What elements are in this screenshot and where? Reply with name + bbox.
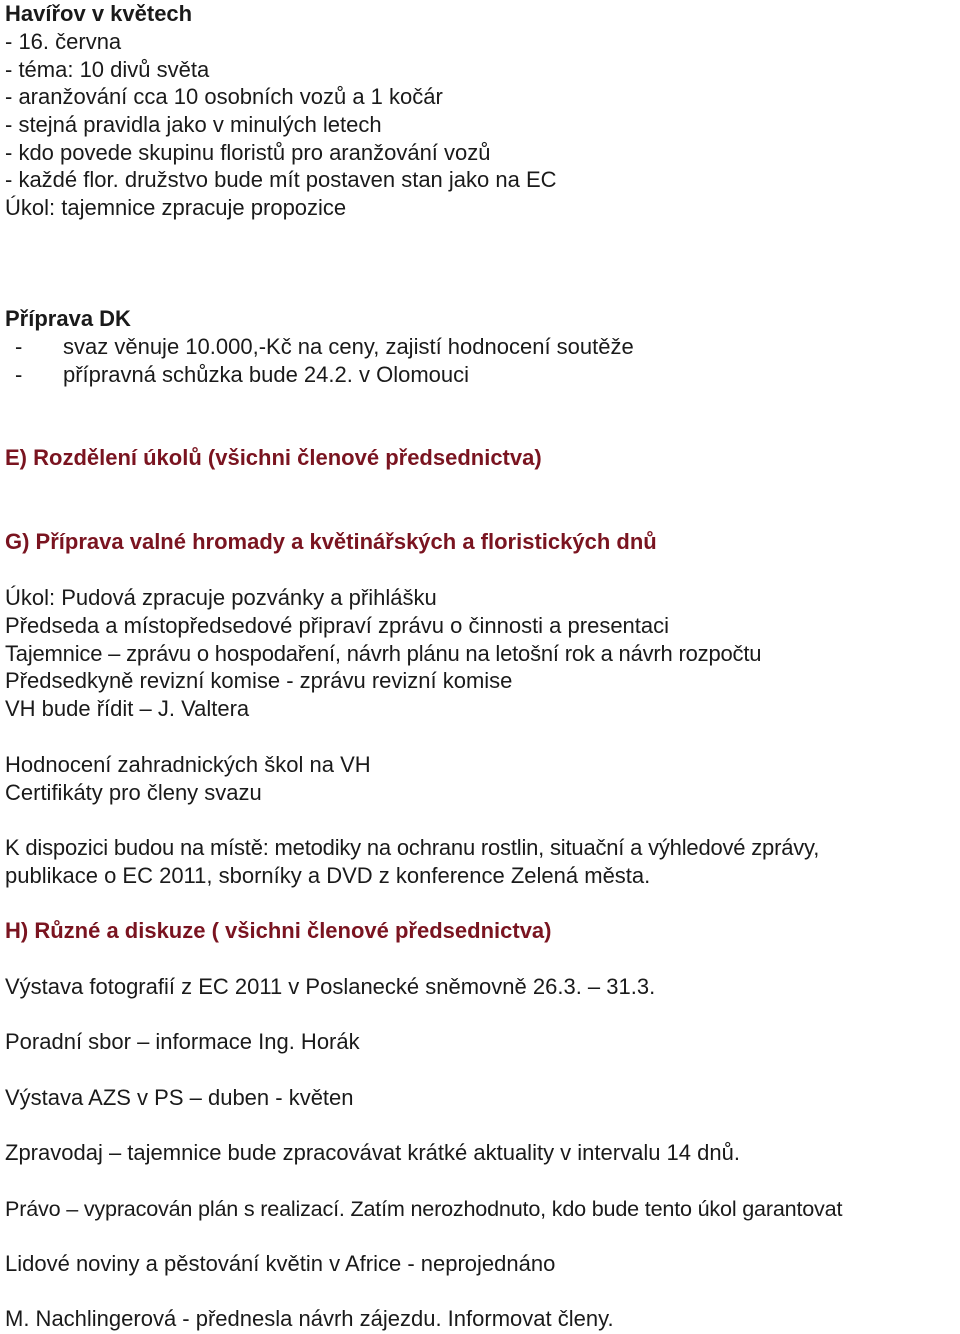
havirov-item: - kdo povede skupinu floristů pro aranžování vozů [5,140,491,165]
section-g-line: Předseda a místopředsedové připraví zprávu o činnosti a presentaci [5,613,670,638]
section-h-item: Právo – vypracován plán s realizací. Zatím nerozhodnuto, kdo bude tento úkol garantovat [5,1196,843,1221]
section-h-heading: H) Různé a diskuze ( všichni členové předsednictva) [5,918,552,943]
section-h-item: Poradní sbor – informace Ing. Horák [5,1029,360,1054]
section-g-heading: G) Příprava valné hromady a květinářských a floristických dnů [5,529,657,554]
dk-item-text: přípravná schůzka bude 24.2. v Olomouci [63,362,470,387]
section-h-item: Výstava AZS v PS – duben - květen [5,1085,354,1110]
havirov-item: - každé flor. družstvo bude mít postaven stan jako na EC [5,167,557,192]
section-e-heading: E) Rozdělení úkolů (všichni členové předsednictva) [5,445,542,470]
section-h-item: Výstava fotografií z EC 2011 v Poslanecké sněmovně 26.3. – 31.3. [5,974,656,999]
havirov-task: Úkol: tajemnice zpracuje propozice [5,195,347,220]
section-g-line: Předsedkyně revizní komise - zprávu revizní komise [5,668,513,693]
section-g-line: Hodnocení zahradnických škol na VH [5,752,371,777]
havirov-item: - téma: 10 divů světa [5,57,210,82]
section-g-line: VH bude řídit – J. Valtera [5,696,250,721]
section-g-line: K dispozici budou na místě: metodiky na ochranu rostlin, situační a výhledové zprávy, [5,835,820,860]
section-g-line: publikace o EC 2011, sborníky a DVD z konference Zelená města. [5,863,651,888]
dk-item-dash: - [15,334,23,359]
section-g-line: Tajemnice – zprávu o hospodaření, návrh plánu na letošní rok a návrh rozpočtu [5,641,762,666]
havirov-item: - aranžování cca 10 osobních vozů a 1 kočár [5,84,443,109]
section-h-item: Lidové noviny a pěstování květin v Africe - neprojednáno [5,1251,556,1276]
dk-item [15,361,469,388]
section-g-line: Úkol: Pudová zpracuje pozvánky a přihlášku [5,585,437,610]
dk-item-text: svaz věnuje 10.000,-Kč na ceny, zajistí hodnocení soutěže [63,334,634,359]
dk-item-dash: - [15,362,23,387]
havirov-title: Havířov v květech [5,1,193,26]
section-h-item: Zpravodaj – tajemnice bude zpracovávat krátké aktuality v intervalu 14 dnů. [5,1140,740,1165]
havirov-item: - stejná pravidla jako v minulých letech [5,112,382,137]
havirov-item: - 16. června [5,29,122,54]
dk-item [15,333,634,360]
dk-title: Příprava DK [5,306,131,331]
section-h-item: M. Nachlingerová - přednesla návrh zájezdu. Informovat členy. [5,1306,614,1331]
section-g-line: Certifikáty pro členy svazu [5,780,262,805]
